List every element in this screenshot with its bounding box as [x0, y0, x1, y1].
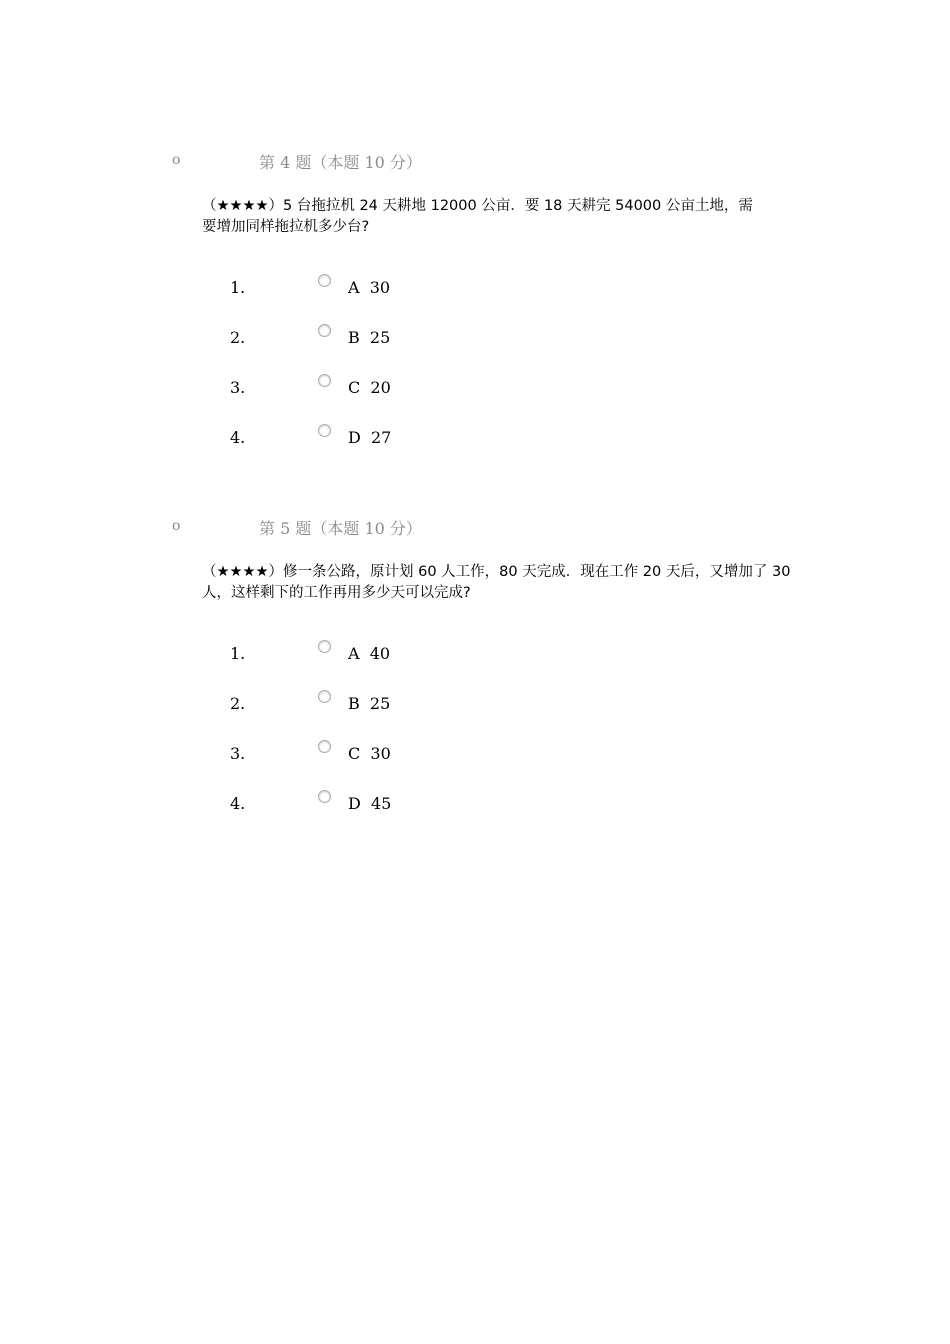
option-b[interactable]: [0, 324, 950, 352]
option-label: D 45: [348, 794, 392, 813]
radio-button[interactable]: [318, 374, 331, 387]
option-label: D 27: [348, 428, 392, 447]
question-text-line: 人，这样剩下的工作再用多少天可以完成?: [202, 585, 471, 601]
option-number: 1.: [230, 278, 246, 297]
option-label: C 30: [348, 744, 391, 763]
question-text: [202, 196, 867, 238]
option-a[interactable]: [0, 274, 950, 302]
option-number: 2.: [230, 328, 246, 347]
option-label: A 40: [348, 644, 391, 663]
radio-button[interactable]: [318, 690, 331, 703]
question-bullet: o: [172, 152, 181, 168]
question-bullet: o: [172, 518, 181, 534]
option-b[interactable]: [0, 690, 950, 718]
option-a[interactable]: [0, 640, 950, 668]
question-text: [202, 562, 867, 604]
option-number: 3.: [230, 378, 246, 397]
question-heading: 第 5 题（本题 10 分）: [259, 519, 422, 538]
option-label: A 30: [348, 278, 391, 297]
option-c[interactable]: [0, 374, 950, 402]
question-text-line: 要增加同样拖拉机多少台?: [202, 219, 370, 235]
option-number: 1.: [230, 644, 246, 663]
option-label: C 20: [348, 378, 391, 397]
option-d[interactable]: [0, 790, 950, 818]
option-number: 3.: [230, 744, 246, 763]
option-number: 4.: [230, 428, 246, 447]
question-text-line: （★★★★）修一条公路，原计划 60 人工作，80 天完成．现在工作 20 天后，又增加了 30: [202, 564, 791, 580]
question-text-line: （★★★★）5 台拖拉机 24 天耕地 12000 公亩．要 18 天耕完 54000 公亩土地，需: [202, 198, 753, 214]
radio-button[interactable]: [318, 274, 331, 287]
radio-button[interactable]: [318, 640, 331, 653]
option-label: B 25: [348, 694, 391, 713]
option-c[interactable]: [0, 740, 950, 768]
option-d[interactable]: [0, 424, 950, 452]
radio-button[interactable]: [318, 740, 331, 753]
radio-button[interactable]: [318, 790, 331, 803]
option-label: B 25: [348, 328, 391, 347]
radio-button[interactable]: [318, 324, 331, 337]
option-number: 2.: [230, 694, 246, 713]
radio-button[interactable]: [318, 424, 331, 437]
option-number: 4.: [230, 794, 246, 813]
question-heading: 第 4 题（本题 10 分）: [259, 153, 422, 172]
